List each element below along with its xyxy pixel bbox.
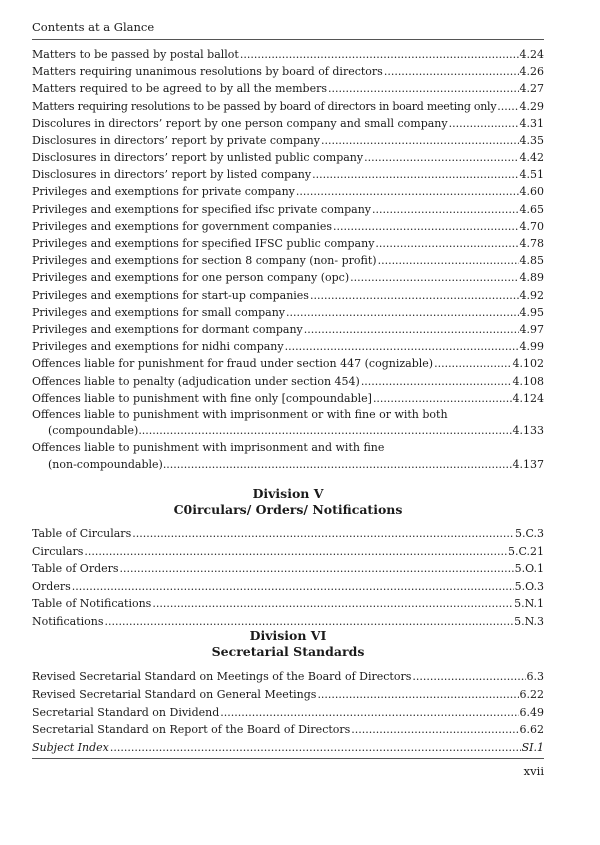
entry-title: Privileges and exemptions for government companies — [32, 219, 332, 233]
division-vi-section — [32, 628, 544, 757]
dot-leader — [240, 46, 519, 63]
dot-leader — [328, 80, 518, 97]
toc-entry[interactable] — [32, 578, 544, 596]
entry-title: Offences liable to penalty (adjudication under section 454) — [32, 374, 360, 388]
entry-title: Orders — [32, 579, 71, 593]
entry-title: Table of Notifications — [32, 597, 152, 610]
toc-entry[interactable] — [32, 98, 544, 115]
toc-entry[interactable] — [32, 132, 544, 149]
entry-title-line2: (non-compoundable) — [48, 457, 163, 471]
entry-title: Matters to be passed by postal ballot — [32, 47, 239, 61]
entry-title: Matters required to be agreed to by all the members — [32, 82, 328, 96]
entry-page: 4.124 — [512, 391, 544, 405]
entry-page: 4.60 — [519, 185, 544, 199]
entry-page: 4.78 — [519, 237, 544, 251]
entry-page: 4.92 — [519, 288, 544, 302]
dot-leader — [286, 304, 518, 321]
dot-leader — [285, 338, 519, 355]
running-header — [32, 8, 544, 40]
dot-leader — [220, 704, 518, 722]
entry-title: Privileges and exemptions for dormant company — [32, 322, 303, 336]
entry-page: 4.31 — [519, 116, 544, 130]
entry-page: 4.27 — [519, 82, 544, 96]
division-v-section — [32, 486, 544, 630]
entry-title: Privileges and exemptions for small company — [32, 305, 286, 319]
toc-entry[interactable] — [32, 355, 544, 372]
entry-page: 4.35 — [519, 133, 544, 147]
division-v-heading: Division V — [252, 486, 324, 501]
dot-leader — [364, 149, 518, 166]
entry-page: 6.49 — [519, 705, 544, 719]
dot-leader — [72, 578, 514, 596]
dot-leader — [434, 355, 511, 372]
toc-entry[interactable] — [32, 46, 544, 63]
entry-title-line1: Offences liable to punishment with imprisonment or with fine or with both — [32, 407, 448, 421]
entry-title: Offences liable for punishment for fraud under section 447 (cognizable) — [32, 357, 434, 371]
footer-rule — [32, 758, 544, 759]
toc-entry[interactable] — [32, 149, 544, 166]
entry-title: Offences liable to punishment with fine only [compoundable] — [32, 391, 372, 405]
subject-index-entry[interactable] — [32, 739, 544, 757]
division-v-subheading: C0irculars/ Orders/ Notifications — [173, 502, 403, 517]
dot-leader — [321, 132, 519, 149]
toc-entry[interactable] — [32, 560, 544, 578]
dot-leader — [333, 218, 519, 235]
toc-entry[interactable] — [32, 166, 544, 183]
dot-leader — [296, 183, 519, 200]
toc-entry[interactable] — [32, 80, 544, 97]
entry-page: 4.102 — [512, 357, 544, 371]
dot-leader — [132, 525, 514, 543]
dot-leader — [373, 390, 512, 407]
entry-page: 4.85 — [519, 254, 544, 268]
toc-entry-wrapped[interactable] — [32, 407, 544, 440]
entry-title-line1: Offences liable to punishment with imprisonment and with fine — [32, 441, 385, 455]
dot-leader — [449, 115, 519, 132]
toc-entry[interactable] — [32, 287, 544, 304]
toc-entry[interactable] — [32, 704, 544, 722]
division-vi-heading: Division VI — [249, 628, 327, 643]
entry-title: Matters requiring resolutions to be passed by board of directors in board meeting only — [32, 99, 497, 113]
entry-page: SI.1 — [521, 741, 544, 755]
dot-leader — [312, 166, 518, 183]
entry-page: 5.O.1 — [514, 562, 544, 575]
entry-title: Table of Orders — [32, 562, 119, 575]
entry-title: Privileges and exemptions for specified IFSC public company — [32, 237, 375, 251]
toc-entry[interactable] — [32, 525, 544, 543]
entry-title: Matters requiring unanimous resolutions by board of directors — [32, 65, 383, 79]
toc-entry[interactable] — [32, 668, 544, 686]
dot-leader — [310, 287, 519, 304]
dot-leader — [361, 373, 512, 390]
entry-title: Privileges and exemptions for nidhi company — [32, 340, 284, 354]
toc-entry[interactable] — [32, 338, 544, 355]
toc-entry[interactable] — [32, 543, 544, 561]
entry-page: 5.N.3 — [514, 614, 544, 628]
toc-entry[interactable] — [32, 304, 544, 321]
entry-page: 4.42 — [519, 151, 544, 165]
toc-entry-wrapped[interactable] — [32, 440, 544, 473]
toc-entry[interactable] — [32, 390, 544, 407]
entry-page: 4.65 — [519, 202, 544, 216]
entry-title: Privileges and exemptions for start-up companies — [32, 288, 309, 302]
page-number: xvii — [523, 764, 544, 778]
entry-title: Circulars — [32, 544, 84, 558]
toc-entry[interactable] — [32, 269, 544, 286]
entry-title: Disclosures in directors’ report by private company — [32, 133, 320, 147]
dot-leader — [163, 457, 512, 474]
toc-entry[interactable] — [32, 235, 544, 252]
dot-leader — [497, 98, 518, 115]
entry-page: 4.24 — [519, 47, 544, 61]
entry-page: 4.137 — [512, 457, 544, 471]
dot-leader — [84, 543, 507, 561]
toc-entry[interactable] — [32, 201, 544, 218]
dot-leader — [412, 668, 525, 686]
division-vi-subheading: Secretarial Standards — [211, 644, 365, 659]
entry-title: Privileges and exemptions for specified ifsc private company — [32, 202, 372, 216]
dot-leader — [152, 595, 513, 613]
toc-entry[interactable] — [32, 63, 544, 80]
entry-title: Disclosures in directors’ report by unlisted public company — [32, 151, 364, 165]
dot-leader — [378, 252, 519, 269]
entry-page: 4.26 — [519, 65, 544, 79]
entry-title: Revised Secretarial Standard on Meetings of the Board of Directors — [32, 670, 412, 683]
entry-page: 4.95 — [519, 305, 544, 319]
entry-page: 5.C.21 — [507, 544, 544, 558]
entry-title: Privileges and exemptions for one person company (opc) — [32, 271, 350, 285]
dot-leader — [375, 235, 518, 252]
dot-leader — [317, 686, 518, 704]
toc-entry[interactable] — [32, 184, 544, 201]
entry-page: 4.108 — [512, 374, 544, 388]
entry-title: Discolures in directors’ report by one person company and small company — [32, 116, 448, 130]
toc-entry[interactable] — [32, 721, 544, 739]
toc-entry[interactable] — [32, 595, 544, 613]
entry-page: 4.99 — [519, 340, 544, 354]
entry-page: 5.O.3 — [514, 579, 544, 593]
toc-entry[interactable] — [32, 252, 544, 269]
toc-entry[interactable] — [32, 115, 544, 132]
entry-page: 4.133 — [512, 424, 544, 438]
entry-title: Secretarial Standard on Report of the Board of Directors — [32, 723, 351, 737]
dot-leader — [120, 560, 514, 578]
entry-title: Secretarial Standard on Dividend — [32, 705, 220, 719]
entry-page: 4.70 — [519, 219, 544, 233]
dot-leader — [372, 201, 518, 218]
entry-title: Revised Secretarial Standard on General Meetings — [32, 687, 317, 701]
dot-leader — [304, 321, 519, 338]
toc-entry[interactable] — [32, 373, 544, 390]
entry-page: 4.51 — [519, 168, 544, 182]
entry-title: Privileges and exemptions for private company — [32, 185, 295, 199]
dot-leader — [350, 269, 518, 286]
toc-list — [32, 46, 544, 474]
dot-leader — [138, 423, 511, 440]
entry-title-line2: (compoundable) — [48, 424, 139, 438]
toc-entry[interactable] — [32, 218, 544, 235]
entry-page: 4.29 — [519, 99, 544, 113]
toc-entry[interactable] — [32, 321, 544, 338]
entry-page: 6.22 — [519, 687, 544, 701]
dot-leader — [384, 63, 519, 80]
entry-page: 4.89 — [519, 271, 544, 285]
entry-page: 4.97 — [519, 322, 544, 336]
entry-page: 5.C.3 — [514, 527, 544, 540]
header-title: Contents at a Glance — [32, 20, 155, 34]
entry-title: Privileges and exemptions for section 8 company (non- profit) — [32, 254, 377, 268]
toc-entry[interactable] — [32, 686, 544, 704]
dot-leader — [110, 739, 521, 757]
dot-leader — [351, 721, 518, 739]
entry-title: Subject Index — [32, 741, 109, 755]
entry-title: Notifications — [32, 614, 104, 628]
entry-title: Table of Circulars — [32, 527, 132, 540]
entry-title: Disclosures in directors’ report by listed company — [32, 168, 312, 182]
entry-page: 6.62 — [519, 723, 544, 737]
entry-page: 6.3 — [526, 670, 544, 683]
entry-page: 5.N.1 — [514, 597, 544, 610]
